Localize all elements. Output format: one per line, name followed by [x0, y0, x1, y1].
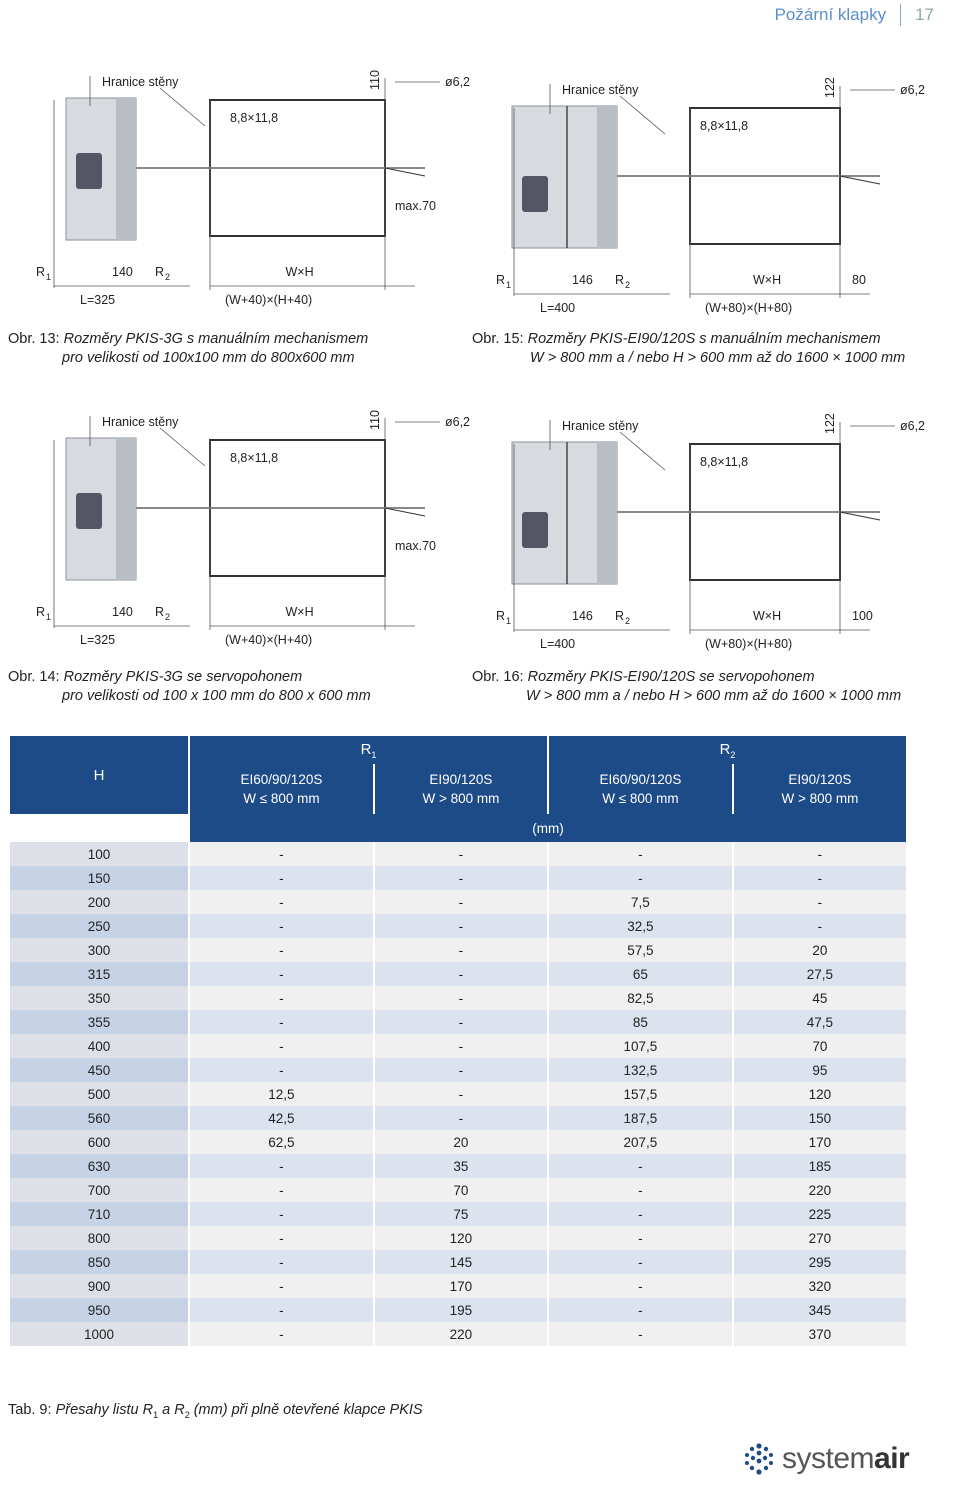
- slot-dimension-label: 8,8×11,8: [230, 111, 279, 125]
- table-row: [10, 1154, 906, 1178]
- length-label: L=400: [540, 301, 576, 315]
- overlap-value-cell: 12,5: [190, 1082, 373, 1106]
- overlap-value-cell: -: [375, 1082, 547, 1106]
- logo-text: systemair: [782, 1442, 910, 1475]
- overlap-value-cell: -: [375, 1106, 547, 1130]
- h-value-cell: 200: [10, 890, 188, 914]
- overlap-value-cell: 187,5: [549, 1106, 732, 1130]
- figure-15-caption: Obr. 15: Rozměry PKIS-EI90/120S s manuálním mechanismem W > 800 mm a / nebo H > 600 mm až do 1600 × 1000 mm: [472, 331, 906, 366]
- damper-drawing: [490, 402, 930, 652]
- r1-sub: 1: [506, 280, 512, 290]
- table-row: [10, 914, 906, 938]
- systemair-logo: [742, 1442, 909, 1476]
- h-value-cell: 850: [10, 1250, 188, 1274]
- overlap-value-cell: -: [549, 842, 732, 866]
- h-value-cell: 250: [10, 914, 188, 938]
- overlap-value-cell: 70: [734, 1034, 906, 1058]
- table-row: [10, 986, 906, 1010]
- h-value-cell: 300: [10, 938, 188, 962]
- opening-size-label: (W+40)×(H+40): [225, 293, 313, 307]
- overlap-value-cell: -: [549, 866, 732, 890]
- figure-14-caption: Obr. 14: Rozměry PKIS-3G se servopohonem pro velikosti od 100 x 100 mm do 800 x 600 mm: [8, 669, 371, 704]
- overlap-value-cell: 120: [734, 1082, 906, 1106]
- opening-size-label: (W+40)×(H+40): [225, 633, 313, 647]
- wall-boundary-label: Hranice stěny: [562, 419, 639, 433]
- table-row: [10, 1226, 906, 1250]
- r1-depth-label: 140: [112, 605, 133, 619]
- overlap-value-cell: -: [549, 1298, 732, 1322]
- page-header: [775, 4, 934, 26]
- overlap-value-cell: 320: [734, 1274, 906, 1298]
- r2-label: R: [615, 609, 625, 623]
- overlap-value-cell: 82,5: [549, 986, 732, 1010]
- overlap-value-cell: 295: [734, 1250, 906, 1274]
- overlap-value-cell: -: [549, 1322, 732, 1346]
- overlap-value-cell: 195: [375, 1298, 547, 1322]
- overlap-value-cell: 35: [375, 1154, 547, 1178]
- h-value-cell: 150: [10, 866, 188, 890]
- r2-sub: 2: [165, 612, 171, 622]
- hole-diameter-label: ø6,2: [900, 83, 926, 97]
- r1-sub: 1: [506, 616, 512, 626]
- overlap-value-cell: 70: [375, 1178, 547, 1202]
- overlap-value-cell: -: [375, 986, 547, 1010]
- hole-diameter-label: ø6,2: [900, 419, 926, 433]
- hole-diameter-label: ø6,2: [445, 75, 470, 89]
- r1-depth-label: 146: [572, 273, 593, 287]
- r1-label: R: [496, 609, 506, 623]
- damper-drawing: [30, 398, 470, 648]
- table-row: [10, 1298, 906, 1322]
- overlap-value-cell: 145: [375, 1250, 547, 1274]
- overlap-value-cell: 57,5: [549, 938, 732, 962]
- overlap-value-cell: 185: [734, 1154, 906, 1178]
- overlap-value-cell: -: [190, 938, 373, 962]
- h-value-cell: 100: [10, 842, 188, 866]
- overlap-value-cell: 207,5: [549, 1130, 732, 1154]
- overlap-value-cell: -: [375, 938, 547, 962]
- table-row: [10, 1130, 906, 1154]
- table-row: [10, 1322, 906, 1346]
- top-dimension-label: 110: [368, 70, 382, 90]
- manual-mechanism-icon: [76, 153, 102, 189]
- overlap-value-cell: -: [375, 1034, 547, 1058]
- h-value-cell: 450: [10, 1058, 188, 1082]
- overlap-value-cell: 132,5: [549, 1058, 732, 1082]
- overlap-value-cell: 62,5: [190, 1130, 373, 1154]
- h-value-cell: 1000: [10, 1322, 188, 1346]
- wall-boundary-label: Hranice stěny: [102, 75, 179, 89]
- figure-15: [490, 66, 930, 316]
- overlap-value-cell: 85: [549, 1010, 732, 1034]
- figure-16-caption: Obr. 16: Rozměry PKIS-EI90/120S se servopohonem W > 800 mm a / nebo H > 600 mm až do 1600 × 1000 mm: [472, 669, 902, 704]
- slot-dimension-label: 8,8×11,8: [700, 119, 749, 133]
- r1-group-header: $R_1$: [190, 736, 547, 764]
- max-dimension-label: max.70: [395, 199, 436, 213]
- page-number: 17: [915, 5, 934, 24]
- r2-label: R: [155, 265, 165, 279]
- overlap-value-cell: 157,5: [549, 1082, 732, 1106]
- overlap-value-cell: -: [549, 1154, 732, 1178]
- manual-mechanism-icon: [522, 176, 548, 212]
- col-header: EI60/90/120S W ≤ 800 mm: [549, 764, 732, 814]
- table-row: [10, 1034, 906, 1058]
- overlap-value-cell: -: [190, 986, 373, 1010]
- overlap-value-cell: -: [734, 890, 906, 914]
- h-value-cell: 315: [10, 962, 188, 986]
- h-value-cell: 400: [10, 1034, 188, 1058]
- overlap-value-cell: 65: [549, 962, 732, 986]
- size-label: W×H: [285, 265, 314, 279]
- overlap-value-cell: 170: [734, 1130, 906, 1154]
- table-caption: Tab. 9: Přesahy listu $R_1$ a $R_2$ (mm) při plně otevřené klapce PKIS: [8, 1402, 423, 1420]
- r2-label: R: [155, 605, 165, 619]
- max-dimension-label: max.70: [395, 539, 436, 553]
- overlap-value-cell: -: [549, 1226, 732, 1250]
- table-row: [10, 866, 906, 890]
- overlap-value-cell: 270: [734, 1226, 906, 1250]
- col-h-header: H: [10, 736, 188, 814]
- wall-boundary-label: Hranice stěny: [562, 83, 639, 97]
- table-row: [10, 1010, 906, 1034]
- col-header: EI90/120S W > 800 mm: [375, 764, 547, 814]
- h-value-cell: 600: [10, 1130, 188, 1154]
- overlap-value-cell: -: [375, 914, 547, 938]
- figure-13-caption: Obr. 13: Rozměry PKIS-3G s manuálním mechanismem pro velikosti od 100x100 mm do 800x600 mm: [8, 331, 369, 366]
- overlap-value-cell: 42,5: [190, 1106, 373, 1130]
- figure-14: [30, 398, 470, 648]
- table-row: [10, 938, 906, 962]
- overlap-value-cell: 150: [734, 1106, 906, 1130]
- table-row: [10, 1082, 906, 1106]
- size-label: W×H: [753, 273, 782, 287]
- overlap-value-cell: -: [190, 914, 373, 938]
- extra-dimension-label: 80: [852, 273, 866, 287]
- overlap-value-cell: -: [375, 842, 547, 866]
- overlap-value-cell: 32,5: [549, 914, 732, 938]
- overlap-value-cell: 120: [375, 1226, 547, 1250]
- overlap-value-cell: -: [549, 1178, 732, 1202]
- r1-depth-label: 140: [112, 265, 133, 279]
- h-value-cell: 710: [10, 1202, 188, 1226]
- overlap-value-cell: -: [190, 1250, 373, 1274]
- length-label: L=325: [80, 633, 116, 647]
- overlap-value-cell: -: [190, 1226, 373, 1250]
- col-header: EI90/120S W > 800 mm: [734, 764, 906, 814]
- table-row: [10, 1202, 906, 1226]
- overlap-value-cell: 95: [734, 1058, 906, 1082]
- overlap-value-cell: -: [190, 1274, 373, 1298]
- overlap-value-cell: 107,5: [549, 1034, 732, 1058]
- logo-dots-icon: [742, 1442, 776, 1476]
- overlap-value-cell: 47,5: [734, 1010, 906, 1034]
- overlap-value-cell: -: [190, 962, 373, 986]
- length-label: L=325: [80, 293, 116, 307]
- damper-drawing: [490, 66, 930, 316]
- table-row: [10, 890, 906, 914]
- table-row: [10, 1178, 906, 1202]
- overlap-value-cell: -: [190, 1298, 373, 1322]
- h-value-cell: 355: [10, 1010, 188, 1034]
- overlap-value-cell: -: [375, 962, 547, 986]
- table-row: [10, 1106, 906, 1130]
- overlap-value-cell: -: [375, 1058, 547, 1082]
- overlap-value-cell: 20: [375, 1130, 547, 1154]
- overlap-value-cell: -: [375, 866, 547, 890]
- slot-dimension-label: 8,8×11,8: [230, 451, 279, 465]
- overlap-value-cell: 225: [734, 1202, 906, 1226]
- table-row: [10, 1058, 906, 1082]
- h-value-cell: 560: [10, 1106, 188, 1130]
- r2-label: R: [615, 273, 625, 287]
- figure-13: [30, 58, 470, 308]
- opening-size-label: (W+80)×(H+80): [705, 637, 793, 651]
- overlap-value-cell: 45: [734, 986, 906, 1010]
- overlap-value-cell: -: [190, 1010, 373, 1034]
- section-title: Požární klapky: [774, 5, 887, 24]
- overlap-table: [8, 736, 908, 1346]
- col-header: EI60/90/120S W ≤ 800 mm: [190, 764, 373, 814]
- header-divider: [900, 4, 901, 26]
- actuator-icon: [76, 493, 102, 529]
- table-row: [10, 1250, 906, 1274]
- table-row: [10, 962, 906, 986]
- opening-size-label: (W+80)×(H+80): [705, 301, 793, 315]
- h-value-cell: 500: [10, 1082, 188, 1106]
- overlap-value-cell: -: [190, 1154, 373, 1178]
- r2-group-header: $R_2$: [549, 736, 906, 764]
- r2-sub: 2: [625, 280, 631, 290]
- overlap-value-cell: 75: [375, 1202, 547, 1226]
- h-value-cell: 950: [10, 1298, 188, 1322]
- r1-label: R: [496, 273, 506, 287]
- r2-sub: 2: [625, 616, 631, 626]
- overlap-value-cell: -: [549, 1202, 732, 1226]
- overlap-value-cell: 345: [734, 1298, 906, 1322]
- extra-dimension-label: 100: [852, 609, 873, 623]
- top-dimension-label: 122: [823, 413, 837, 434]
- overlap-value-cell: -: [190, 890, 373, 914]
- size-label: W×H: [285, 605, 314, 619]
- overlap-value-cell: -: [375, 1010, 547, 1034]
- unit-header: (mm): [190, 814, 906, 842]
- overlap-value-cell: 220: [375, 1322, 547, 1346]
- hole-diameter-label: ø6,2: [445, 415, 470, 429]
- overlap-value-cell: -: [734, 914, 906, 938]
- overlap-value-cell: 7,5: [549, 890, 732, 914]
- r1-label: R: [36, 265, 46, 279]
- r2-sub: 2: [165, 272, 171, 282]
- h-value-cell: 800: [10, 1226, 188, 1250]
- overlap-value-cell: -: [549, 1250, 732, 1274]
- overlap-value-cell: 170: [375, 1274, 547, 1298]
- r1-depth-label: 146: [572, 609, 593, 623]
- overlap-value-cell: -: [549, 1274, 732, 1298]
- overlap-value-cell: 220: [734, 1178, 906, 1202]
- overlap-value-cell: -: [190, 1322, 373, 1346]
- overlap-value-cell: 27,5: [734, 962, 906, 986]
- table-row: [10, 842, 906, 866]
- overlap-value-cell: -: [190, 842, 373, 866]
- top-dimension-label: 110: [368, 410, 382, 430]
- slot-dimension-label: 8,8×11,8: [700, 455, 749, 469]
- damper-drawing: [30, 58, 470, 308]
- overlap-value-cell: -: [190, 866, 373, 890]
- h-value-cell: 630: [10, 1154, 188, 1178]
- r1-label: R: [36, 605, 46, 619]
- overlap-value-cell: -: [190, 1202, 373, 1226]
- table-row: [10, 1274, 906, 1298]
- length-label: L=400: [540, 637, 576, 651]
- figure-16: [490, 402, 930, 652]
- h-value-cell: 700: [10, 1178, 188, 1202]
- r1-sub: 1: [46, 272, 52, 282]
- h-value-cell: 900: [10, 1274, 188, 1298]
- size-label: W×H: [753, 609, 782, 623]
- overlap-value-cell: -: [190, 1034, 373, 1058]
- h-value-cell: 350: [10, 986, 188, 1010]
- overlap-value-cell: -: [734, 866, 906, 890]
- overlap-value-cell: 20: [734, 938, 906, 962]
- overlap-value-cell: -: [375, 890, 547, 914]
- actuator-icon: [522, 512, 548, 548]
- wall-boundary-label: Hranice stěny: [102, 415, 179, 429]
- overlap-value-cell: -: [190, 1178, 373, 1202]
- overlap-value-cell: 370: [734, 1322, 906, 1346]
- overlap-value-cell: -: [190, 1058, 373, 1082]
- r1-sub: 1: [46, 612, 52, 622]
- overlap-value-cell: -: [734, 842, 906, 866]
- top-dimension-label: 122: [823, 77, 837, 98]
